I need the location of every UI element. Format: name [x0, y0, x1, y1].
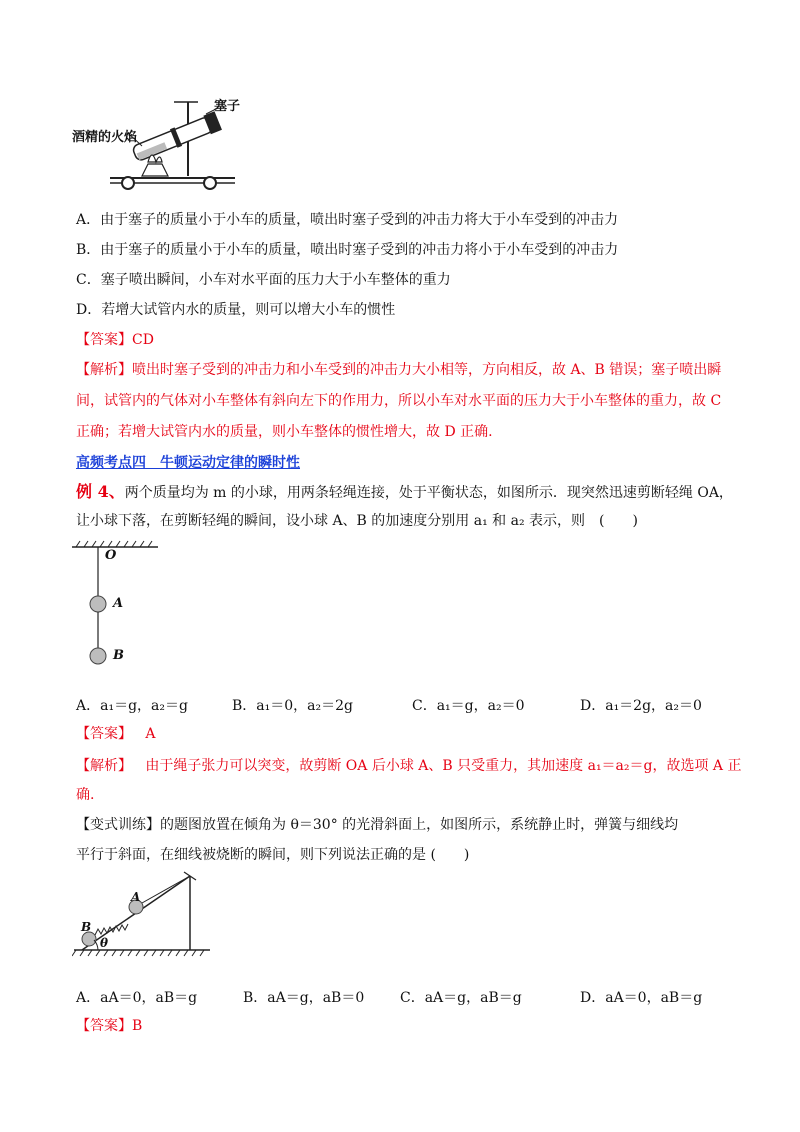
q2-option-b: B．a₁＝0，a₂＝2g — [232, 698, 353, 714]
q3-option-c: C．aA＝g，aB＝g — [400, 990, 522, 1006]
q2-analysis-line1 — [76, 756, 742, 776]
q1-option-c: C．塞子喷出瞬间，小车对水平面的压力大于小车整体的重力 — [76, 272, 451, 288]
q2-option-c: C．a₁＝g，a₂＝0 — [412, 698, 525, 714]
answer-value: B — [132, 1018, 143, 1034]
fig-label-o: O — [105, 548, 117, 563]
example-label: 例 4、 — [76, 482, 125, 501]
answer-value: A — [145, 726, 156, 742]
q2-analysis-line2: 确. — [76, 787, 95, 803]
analysis-tag: 【解析】 — [76, 362, 132, 378]
q3-option-a: A．aA＝0，aB＝g — [76, 990, 198, 1006]
fig-label-b: B — [113, 648, 124, 663]
q1-option-d: D．若增大试管内水的质量，则可以增大小车的惯性 — [76, 302, 396, 318]
q1-analysis-line1 — [76, 360, 721, 380]
incline-label-theta: θ — [100, 936, 109, 950]
example-text: 两个质量均为 m 的小球，用两条轻绳连接，处于平衡状态，如图所示．现突然迅速剪断轻绳 OA， — [124, 485, 733, 501]
answer-tag: 【答案】 — [76, 726, 132, 742]
q1-option-b: B．由于塞子的质量小于小车的质量，喷出时塞子受到的冲击力将小于小车受到的冲击力 — [76, 242, 619, 258]
q2-option-d: D．a₁＝2g，a₂＝0 — [580, 698, 702, 714]
incline-label-b: B — [81, 920, 92, 934]
answer-value: CD — [132, 332, 154, 348]
flame-label: 酒精的火焰 — [72, 130, 138, 145]
section-heading: 高频考点四 牛顿运动定律的瞬时性 — [76, 455, 300, 471]
q2-option-a: A．a₁＝g，a₂＝g — [76, 698, 188, 714]
incline-figure — [72, 870, 212, 962]
q1-analysis-line3: 正确；若增大试管内水的质量，则小车整体的惯性增大，故 D 正确. — [76, 424, 493, 440]
analysis-text: 喷出时塞子受到的冲击力和小车受到的冲击力大小相等，方向相反，故 A、B 错误；塞子喷出瞬 — [132, 362, 722, 378]
q3-option-b: B．aA＝g，aB＝0 — [243, 990, 365, 1006]
analysis-text: 由于绳子张力可以突变，故剪断 OA 后小球 A、B 只受重力，其加速度 a₁＝a₂＝g，故选项 A 正 — [145, 758, 742, 774]
q2-answer — [76, 724, 155, 744]
variant-line2: 平行于斜面，在细线被烧断的瞬间，则下列说法正确的是 ( ) — [76, 847, 470, 863]
stopper-label: 塞子 — [214, 99, 241, 114]
q1-analysis-line2: 间，试管内的气体对小车整体有斜向左下的作用力，所以小车对水平面的压力大于小车整体的重力，故 C — [76, 393, 722, 409]
example4-line1 — [76, 482, 733, 503]
incline-label-a: A — [131, 890, 141, 904]
fig-label-a: A — [113, 596, 124, 611]
variant-tag: 【变式训练】 — [76, 817, 160, 833]
variant-line1 — [76, 815, 678, 835]
q1-option-a: A．由于塞子的质量小于小车的质量，喷出时塞子受到的冲击力将大于小车受到的冲击力 — [76, 212, 619, 228]
q1-answer — [76, 330, 154, 350]
answer-tag: 【答案】 — [76, 332, 132, 348]
q3-answer — [76, 1016, 142, 1036]
q3-option-d: D．aA＝0，aB＝g — [580, 990, 703, 1006]
example4-line2: 让小球下落，在剪断轻绳的瞬间，设小球 A、B 的加速度分别用 a₁ 和 a₂ 表示，则 ( ) — [76, 513, 638, 529]
answer-tag: 【答案】 — [76, 1018, 132, 1034]
variant-text: 的题图放置在倾角为 θ＝30° 的光滑斜面上，如图所示，系统静止时，弹簧与细线均 — [160, 817, 679, 833]
analysis-tag: 【解析】 — [76, 758, 132, 774]
